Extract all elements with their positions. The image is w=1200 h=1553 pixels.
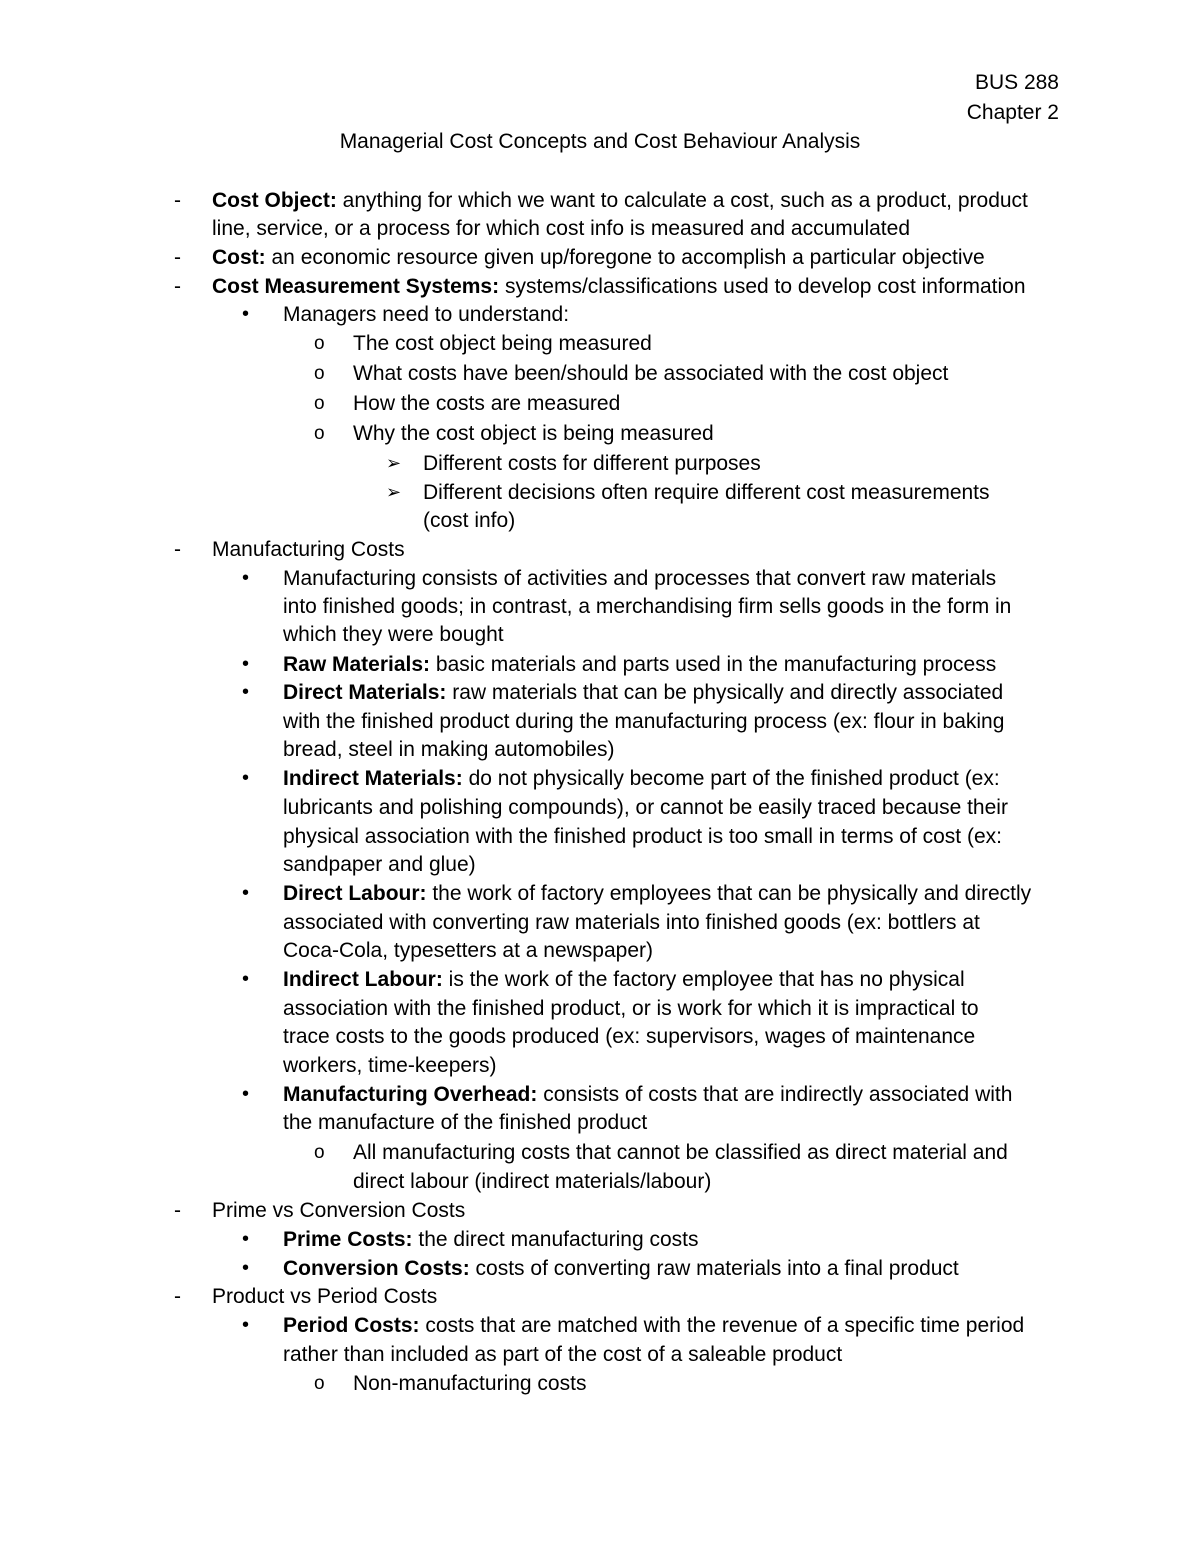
list-item-continuation: sandpaper and glue) [283, 853, 476, 876]
section-heading-manufacturing: Manufacturing Costs [212, 538, 405, 561]
list-item-direct-materials [283, 678, 1003, 707]
list-item-sub: The cost object being measured [353, 332, 652, 355]
list-item-cost-object [212, 186, 1028, 215]
definition-text: an economic resource given up/foregone to accomplish a particular objective [265, 246, 985, 269]
definition-text: basic materials and parts used in the manufacturing process [430, 653, 997, 676]
list-item-continuation: which they were bought [283, 623, 504, 646]
term-indirect-labour: Indirect Labour: [283, 968, 443, 991]
section-heading-prime-vs-conversion: Prime vs Conversion Costs [212, 1199, 466, 1222]
bullet-marker: • [242, 1083, 250, 1105]
definition-text: anything for which we want to calculate a cost, such as a product, product [336, 189, 1028, 212]
dash-marker: - [174, 189, 181, 212]
term-cost-object: Cost Object: [212, 189, 337, 212]
list-item-direct-labour [283, 879, 1031, 908]
list-item-managers: Managers need to understand: [283, 303, 570, 326]
list-item-continuation: with the finished product during the manufacturing process (ex: flour in baking [283, 710, 1005, 733]
circle-marker: o [314, 393, 325, 414]
dash-marker: - [174, 1285, 181, 1308]
list-item-raw-materials [283, 650, 996, 679]
list-item-sub: Why the cost object is being measured [353, 422, 714, 445]
bullet-marker: • [242, 681, 250, 703]
list-item-sub: Non-manufacturing costs [353, 1372, 587, 1395]
course-code: BUS 288 [974, 71, 1059, 94]
list-item-manufacturing-overhead [283, 1080, 1012, 1109]
dash-marker: - [174, 538, 181, 561]
bullet-marker: • [242, 1314, 250, 1336]
dash-marker: - [174, 1199, 181, 1222]
list-item-continuation: associated with converting raw materials into finished goods (ex: bottlers at [283, 911, 980, 934]
term-indirect-materials: Indirect Materials: [283, 767, 463, 790]
term-period-costs: Period Costs: [283, 1314, 420, 1337]
list-item-continuation: trace costs to the goods produced (ex: supervisors, wages of maintenance [283, 1025, 976, 1048]
list-item-conversion-costs [283, 1254, 959, 1283]
bullet-marker: • [242, 1228, 250, 1250]
bullet-marker: • [242, 767, 250, 789]
list-item-continuation: Coca-Cola, typesetters at a newspaper) [283, 939, 654, 962]
list-item-arrow: Different decisions often require different cost measurements [423, 481, 990, 504]
definition-text: the direct manufacturing costs [412, 1228, 699, 1251]
list-item-continuation: lubricants and polishing compounds), or cannot be easily traced because their [283, 796, 1008, 819]
list-item-cost-measurement [212, 272, 1026, 301]
definition-text: costs that are matched with the revenue of a specific time period [419, 1314, 1025, 1337]
list-item-continuation: the manufacture of the finished product [283, 1111, 648, 1134]
definition-text: is the work of the factory employee that has no physical [442, 968, 965, 991]
arrow-bullet-icon: ➢ [386, 453, 402, 473]
list-item-sub: All manufacturing costs that cannot be classified as direct material and [353, 1141, 1008, 1164]
circle-marker: o [314, 333, 325, 354]
list-item-manufacturing-intro: Manufacturing consists of activities and processes that convert raw materials [283, 567, 997, 590]
list-item-continuation: rather than included as part of the cost of a saleable product [283, 1343, 843, 1366]
definition-text: consists of costs that are indirectly associated with [537, 1083, 1013, 1106]
term-conversion-costs: Conversion Costs: [283, 1257, 470, 1280]
term-prime-costs: Prime Costs: [283, 1228, 413, 1251]
dash-marker: - [174, 275, 181, 298]
circle-marker: o [314, 1373, 325, 1394]
list-item-sub: How the costs are measured [353, 392, 621, 415]
list-item-indirect-materials [283, 764, 1000, 793]
list-item-continuation: (cost info) [423, 509, 516, 532]
list-item-continuation: physical association with the finished product is too small in terms of cost (ex: [283, 825, 1002, 848]
list-item-sub: What costs have been/should be associated with the cost object [353, 362, 949, 385]
bullet-marker: • [242, 567, 250, 589]
list-item-cost [212, 243, 985, 272]
list-item-continuation: direct labour (indirect materials/labour) [353, 1170, 712, 1193]
dash-marker: - [174, 246, 181, 269]
term-cost: Cost: [212, 246, 266, 269]
definition-text: raw materials that can be physically and directly associated [446, 681, 1004, 704]
document-title: Managerial Cost Concepts and Cost Behaviour Analysis [339, 130, 861, 153]
list-item-arrow: Different costs for different purposes [423, 452, 761, 475]
term-manufacturing-overhead: Manufacturing Overhead: [283, 1083, 538, 1106]
bullet-marker: • [242, 653, 250, 675]
bullet-marker: • [242, 1257, 250, 1279]
circle-marker: o [314, 363, 325, 384]
chapter-label: Chapter 2 [966, 101, 1059, 124]
list-item-continuation: into finished goods; in contrast, a merchandising firm sells goods in the form in [283, 595, 1012, 618]
bullet-marker: • [242, 882, 250, 904]
definition-text: costs of converting raw materials into a final product [469, 1257, 959, 1280]
circle-marker: o [314, 1142, 325, 1163]
section-heading-product-vs-period: Product vs Period Costs [212, 1285, 438, 1308]
list-item-continuation: workers, time-keepers) [283, 1054, 497, 1077]
list-item-indirect-labour [283, 965, 965, 994]
bullet-marker: • [242, 968, 250, 990]
definition-text: do not physically become part of the finished product (ex: [462, 767, 1000, 790]
list-item-period-costs [283, 1311, 1024, 1340]
term-raw-materials: Raw Materials: [283, 653, 431, 676]
arrow-bullet-icon: ➢ [386, 482, 402, 502]
term-cost-measurement: Cost Measurement Systems: [212, 275, 500, 298]
list-item-continuation: association with the finished product, or is work for which it is impractical to [283, 997, 979, 1020]
bullet-marker: • [242, 303, 250, 325]
list-item-prime-costs [283, 1225, 699, 1254]
list-item-continuation: bread, steel in making automobiles) [283, 738, 615, 761]
term-direct-labour: Direct Labour: [283, 882, 427, 905]
list-item-continuation: line, service, or a process for which cost info is measured and accumulated [212, 217, 910, 240]
definition-text: systems/classifications used to develop cost information [499, 275, 1026, 298]
term-direct-materials: Direct Materials: [283, 681, 447, 704]
definition-text: the work of factory employees that can be physically and directly [426, 882, 1032, 905]
circle-marker: o [314, 423, 325, 444]
